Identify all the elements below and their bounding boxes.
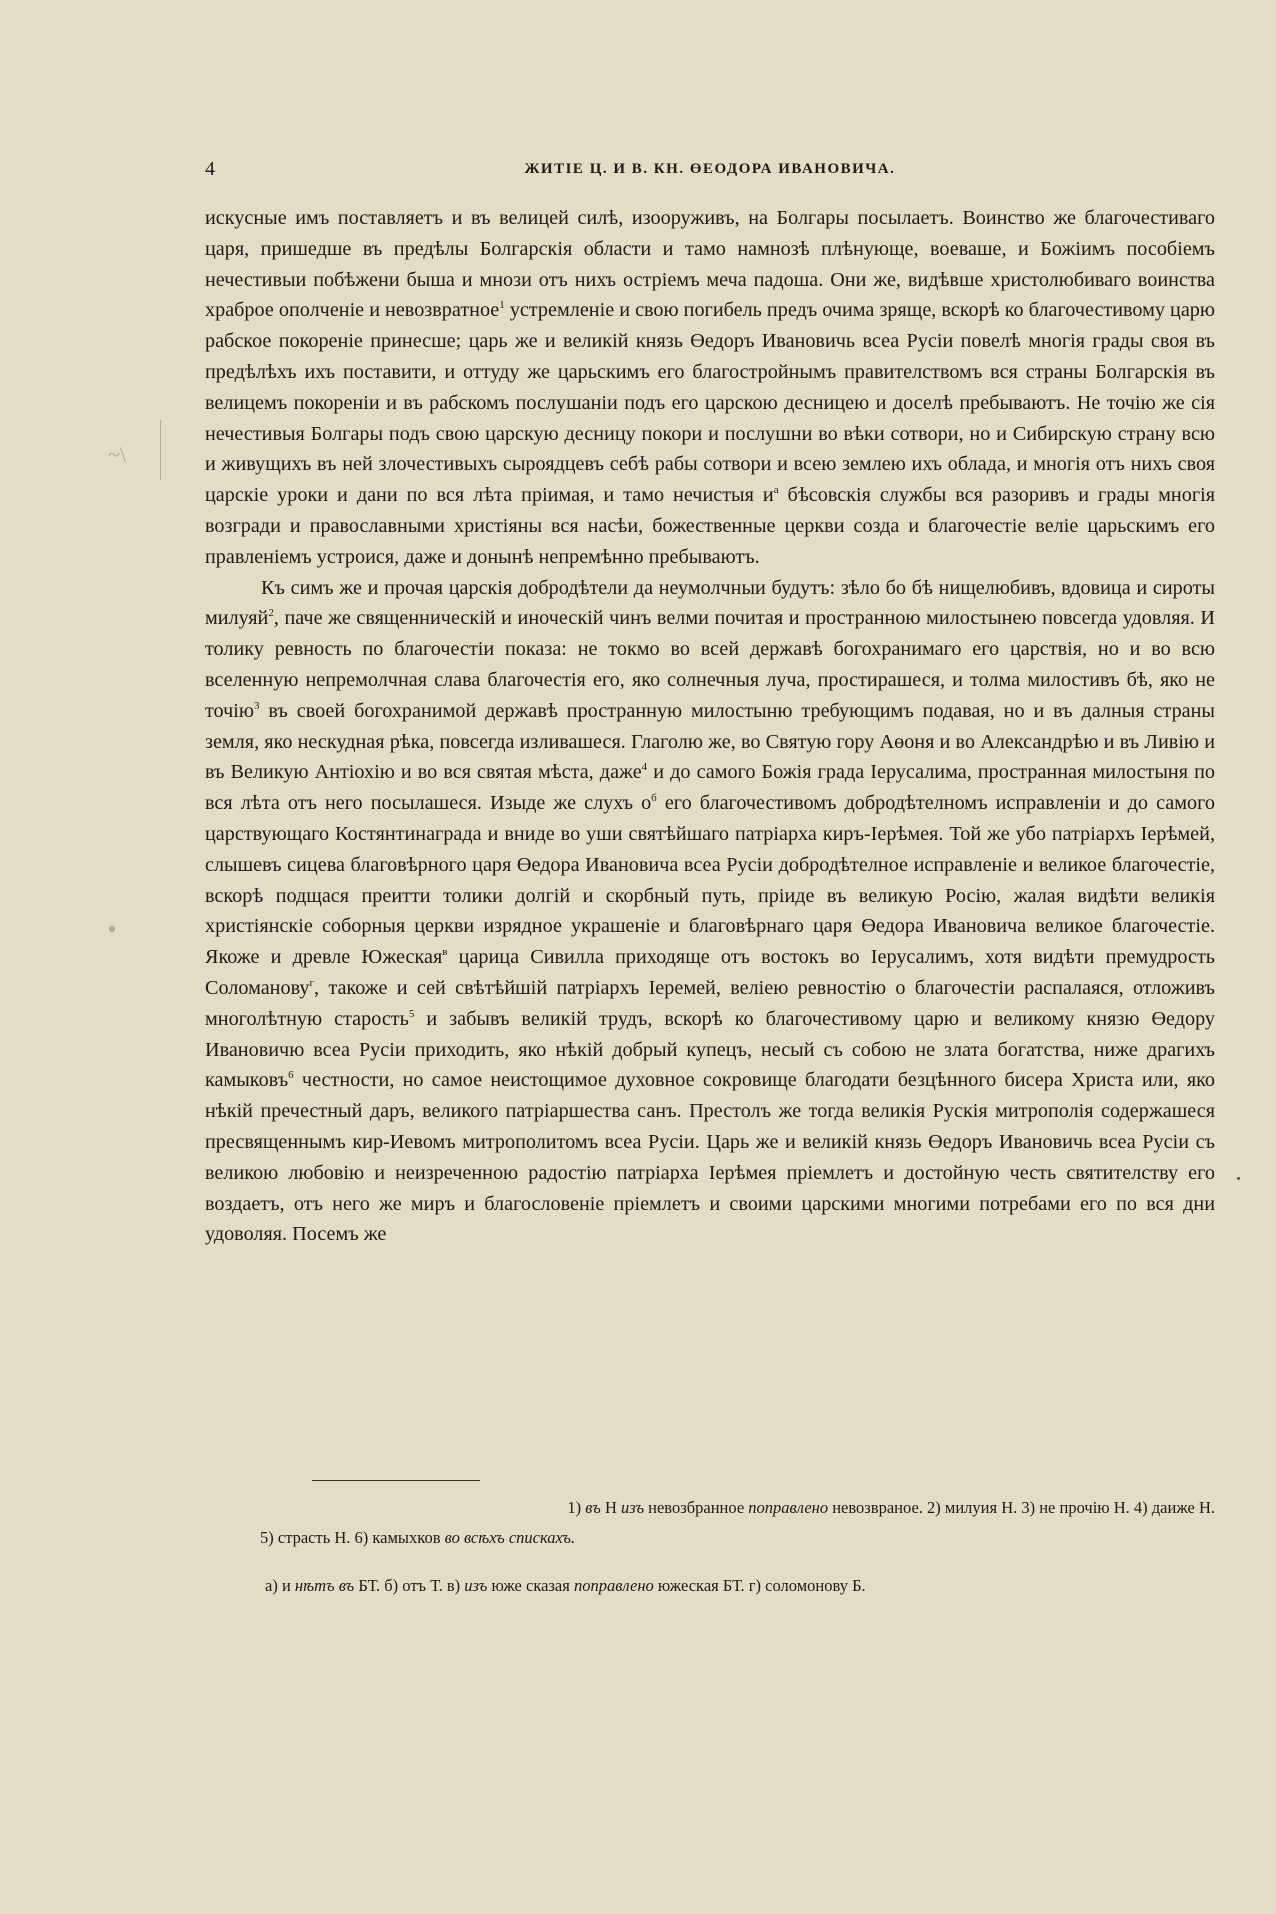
text-run: БТ. б) отъ Т. в)	[354, 1576, 465, 1595]
text-run: искусные имъ поставляетъ и въ велицей силѣ, изооруживъ, на Болгары посылаетъ. Воинство же благочестиваго царя, пришедше въ предѣлы Болгарскія области и тамо намнозѣ плѣнующе, воеваше, и Божіимъ пособіемъ нечестивыи побѣжени быша и мнози отъ нихъ остріемъ меча падоша. Они же, видѣвше христолюбиваго воинства храброе ополченіе и невозвратное	[205, 207, 1215, 322]
footnote-marker: 5	[408, 1007, 415, 1020]
footnote-marker: 1	[499, 299, 505, 312]
footnote-rule	[312, 1480, 480, 1481]
page-number: 4	[205, 158, 215, 180]
italic-text: въ	[585, 1498, 601, 1517]
footnote-marker: 2	[268, 607, 274, 620]
footnote-marker: б	[651, 792, 657, 805]
italic-text: изъ	[464, 1576, 488, 1595]
italic-text: поправлено	[573, 1576, 654, 1595]
text-run: Къ симъ же и прочая царскія добродѣтели да неумолчныи будутъ: зѣло бо бѣ нищелюбивъ, вдовица и сироты милуяй	[205, 576, 1215, 630]
text-run: его благочестивомъ добродѣтелномъ исправленіи и до самого царствующаго Костянтинаграда и вниде во уши святѣйшаго патріарха киръ-Іерѣмея. Той же убо патріархъ Іерѣмей, слышевъ сицева благовѣрного царя Өедора Ивановича всеа Русіи добродѣтелное исправленіе и великое благочестіе, вскорѣ подщася преитти толики долгій и скорбный путь, пріиде въ великую Росію, жалая видѣти великія христіянскіе соборныя церкви изрядное украшеніе и благовѣрнаго царя Өедора Ивановича великое благочестіе. Якоже и древле Южеская	[205, 792, 1215, 969]
footnote-marker: а	[773, 484, 779, 497]
text-run: юже сказая	[487, 1576, 574, 1595]
text-run: невозбранное	[644, 1498, 749, 1517]
footnote-marker: 3	[253, 699, 260, 712]
page-header	[205, 158, 1215, 188]
text-run: невозвраное. 2) милуия Н. 3) не прочію Н. 4) даиже Н.	[828, 1498, 1215, 1517]
italic-text: нѣтъ въ	[294, 1576, 355, 1595]
text-run: въ своей богохранимой державѣ пространную милостыню требующимъ подавая, но и въ далныя страны земля, яко нескудная рѣка, повсегда изливашеся. Глаголю же, во Святую гору Аөоня и во Александрѣю и въ Ливію и въ Великую Антіохію и во вся святая мѣста, даже	[205, 699, 1215, 784]
margin-dot	[1237, 1177, 1240, 1180]
text-run: бѣсовскія службы вся разоривъ и грады многія возгради и православными христіяны вся насѣи, божественные церкви созда и благочестіе веліе царьскимъ его правленіемъ устроися, даже и донынѣ непремѣнно пребываютъ.	[205, 484, 1215, 568]
footnote-marker: 4	[641, 761, 648, 774]
footnote-marker: г	[309, 976, 315, 989]
text-run: 5) страсть Н. 6) камыхков	[260, 1528, 445, 1547]
footnotes	[205, 1493, 1215, 1601]
running-title: ЖИТІЕ Ц. И В. КН. ӨЕОДОРА ИВАНОВИЧА.	[524, 161, 896, 177]
margin-pencil-mark: ~\	[108, 442, 127, 467]
margin-stain-dot	[109, 926, 115, 932]
italic-text: поправлено	[748, 1498, 829, 1517]
text-run: честности, но самое неистощимое духовное сокровище благодати безцѣнного бисера Христа или, яко нѣкій пречестный даръ, великого патріаршества санъ. Престолъ же тогда великія Рускія митрополія содержашеся пресвященнымъ кир-Иевомъ митрополитомъ всеа Русіи. Царь же и великій князь Өедоръ Ивановичь всеа Русіи съ великою любовію и неизреченною радостію патріарха Іерѣмея пріемлетъ и достойную честь святителству его воздаетъ, отъ него же миръ и благословеніе пріемлетъ и своими царскими многими потребами его по вся дни удоволяя. Посемъ же	[205, 1069, 1215, 1246]
footnote-marker: в	[442, 946, 448, 959]
text-run: южеская БТ. г) соломонову Б.	[653, 1576, 866, 1595]
footnote-line-numeric-cont	[205, 1523, 1215, 1553]
text-run: и забывъ великій трудъ, вскорѣ ко благочестивому царю и великому князю Өедору Ивановичю всеа Русіи приходить, яко нѣкій добрый купецъ, несый съ собою не злата богатства, ниже драгихъ камыковъ	[205, 1007, 1215, 1092]
footnote-marker: 6	[288, 1069, 294, 1082]
italic-text: во всѣхъ спискахъ.	[444, 1528, 576, 1547]
text-run: , паче же священническій и иноческій чинъ велми почитая и пространною милостынею повсегда удовляя. И толику ревность по благочестіи показа: не токмо во всей державѣ богохранимаго его царствія, но и во всю вселенную непремолчная слава благочестія его, яко солнечныя луча, простирашеся, и толма милостивъ бѣ, яко не точію	[205, 607, 1215, 722]
paragraph	[205, 203, 1215, 573]
text-run: устремленіе и свою погибель предъ очима зряще, вскорѣ ко благочестивому царю рабское покореніе принесше; царь же и великій князь Өедоръ Ивановичь всеа Русіи повелѣ многія грады своя въ предѣлѣхъ ихъ поставити, и оттуду же царьскимъ его благостройнымъ правителствомъ вся страны Болгарскія въ велицемъ покореніи и въ рабскомъ послушаніи подъ его царскою десницею и доселѣ пребываютъ. Не точію же сія нечестивыя Болгары подъ свою царскую десницу покори и послушни во вѣки сотвори, но и Сибирскую страну всю и живущихъ въ ней злочестивыхъ сыроядцевъ себѣ рабы сотвори и всею землею ихъ облада, и многія отъ нихъ своя царскіе уроки и дани по вся лѣта пріимая, и тамо нечистыя и	[205, 299, 1215, 507]
footnote-line-alpha	[205, 1571, 1215, 1601]
text-run: царица Сивилла приходяще отъ востокъ во Іерусалимъ, хотя видѣти премудрость Соломанову	[205, 946, 1215, 999]
footnote-line-numeric	[205, 1493, 1215, 1523]
text-run: и до самого Божія града Іерусалима, пространная милостыня по вся лѣта отъ него посылашеся. Изыде же слухъ о	[205, 761, 1215, 815]
italic-text: изъ	[620, 1498, 645, 1517]
text-run: Н	[600, 1498, 621, 1517]
margin-bracket	[160, 420, 164, 480]
paragraph	[205, 573, 1215, 1251]
text-run: 1)	[567, 1498, 586, 1517]
text-run: а) и	[265, 1576, 295, 1595]
main-text	[205, 203, 1215, 1250]
text-run: , такоже и сей свѣтѣйшій патріархъ Іеремей, веліею ревностію о благочестіи распалаяся, отложивъ многолѣтную старость	[205, 976, 1215, 1030]
